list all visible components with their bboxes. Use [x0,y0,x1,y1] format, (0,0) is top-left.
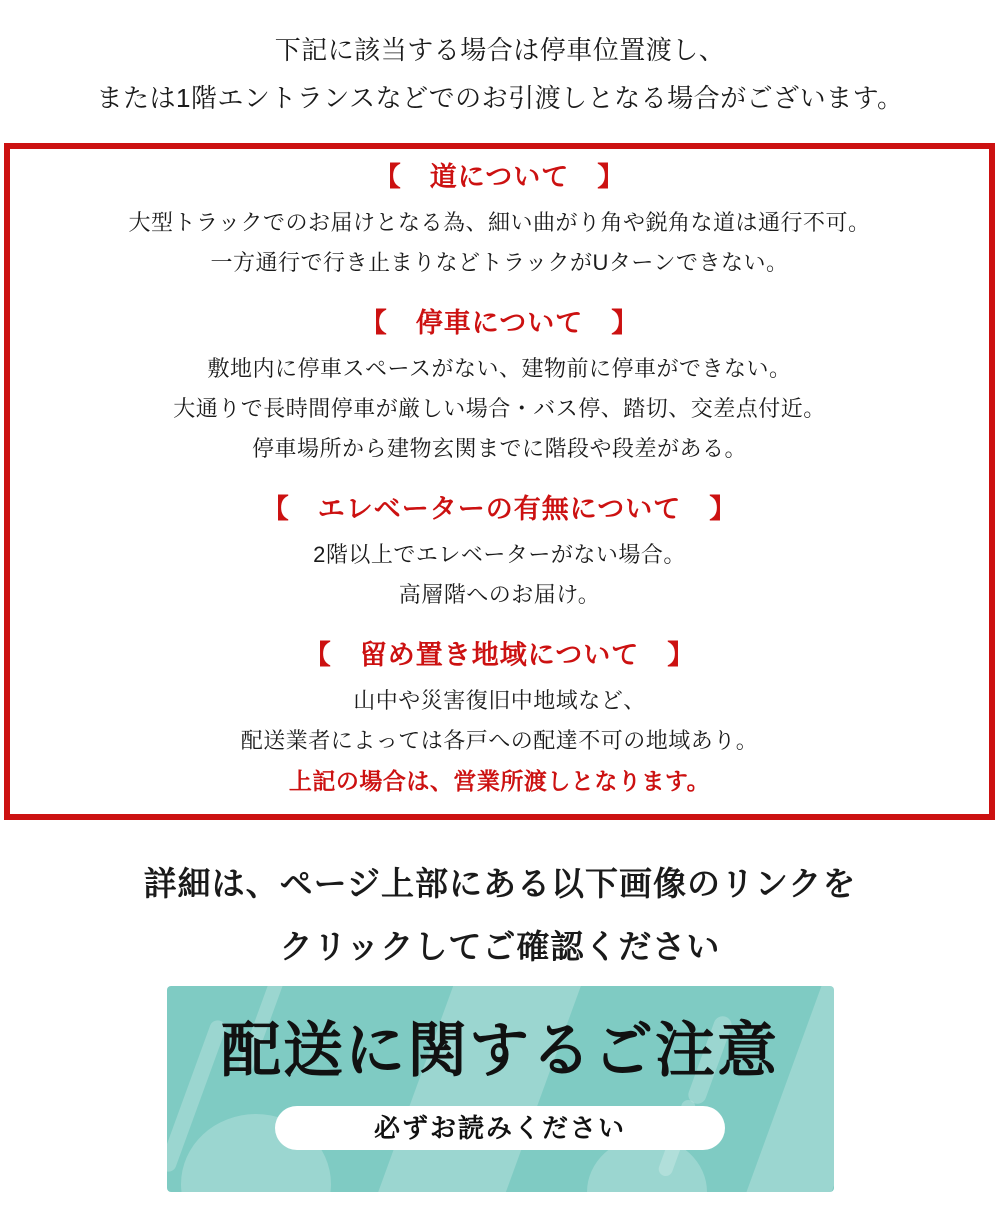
section-parking-heading: 【 停車について 】 [359,308,640,338]
section-restricted-area-heading: 【 留め置き地域について 】 [303,640,696,670]
section-road-heading: 【 道について 】 [373,162,626,192]
banner-title: 配送に関するご注意 [221,1017,779,1084]
section-parking-line: 停車場所から建物玄関までに階段や段差がある。 [251,436,747,461]
section-restricted-area [30,637,969,801]
detail-note-line-1: 詳細は、ページ上部にある以下画像のリンクを [143,865,857,902]
section-road [30,159,969,283]
intro-line-2: または1階エントランスなどでのお引渡しとなる場合がございます。 [96,83,904,113]
section-parking-line: 敷地内に停車スペースがない、建物前に停車ができない。 [207,356,792,381]
notice-box-footer-warning: 上記の場合は、営業所渡しとなります。 [288,768,711,794]
section-restricted-area-line: 配送業者によっては各戸への配達不可の地域あり。 [240,728,759,753]
section-elevator [30,491,969,615]
section-elevator-line: 2階以上でエレベーターがない場合。 [313,542,686,567]
banner-pill-label: 必ずお読みください [275,1106,725,1150]
intro-text [0,0,1000,122]
section-restricted-area-line: 山中や災害復旧中地域など、 [353,688,646,713]
section-elevator-heading: 【 エレベーターの有無について 】 [261,494,738,524]
delivery-caution-banner-link[interactable] [167,986,834,1192]
detail-note [0,852,1000,978]
section-parking [30,305,969,469]
section-parking-line: 大通りで長時間停車が厳しい場合・バス停、踏切、交差点付近。 [173,396,826,421]
intro-line-1: 下記に該当する場合は停車位置渡し、 [274,35,726,65]
notice-box [4,143,995,820]
section-road-line: 一方通行で行き止まりなどトラックがUターンできない。 [210,250,789,275]
section-elevator-line: 高層階へのお届け。 [398,582,601,607]
section-road-line: 大型トラックでのお届けとなる為、細い曲がり角や鋭角な道は通行不可。 [128,210,871,235]
detail-note-line-2: クリックしてご確認ください [279,928,721,965]
